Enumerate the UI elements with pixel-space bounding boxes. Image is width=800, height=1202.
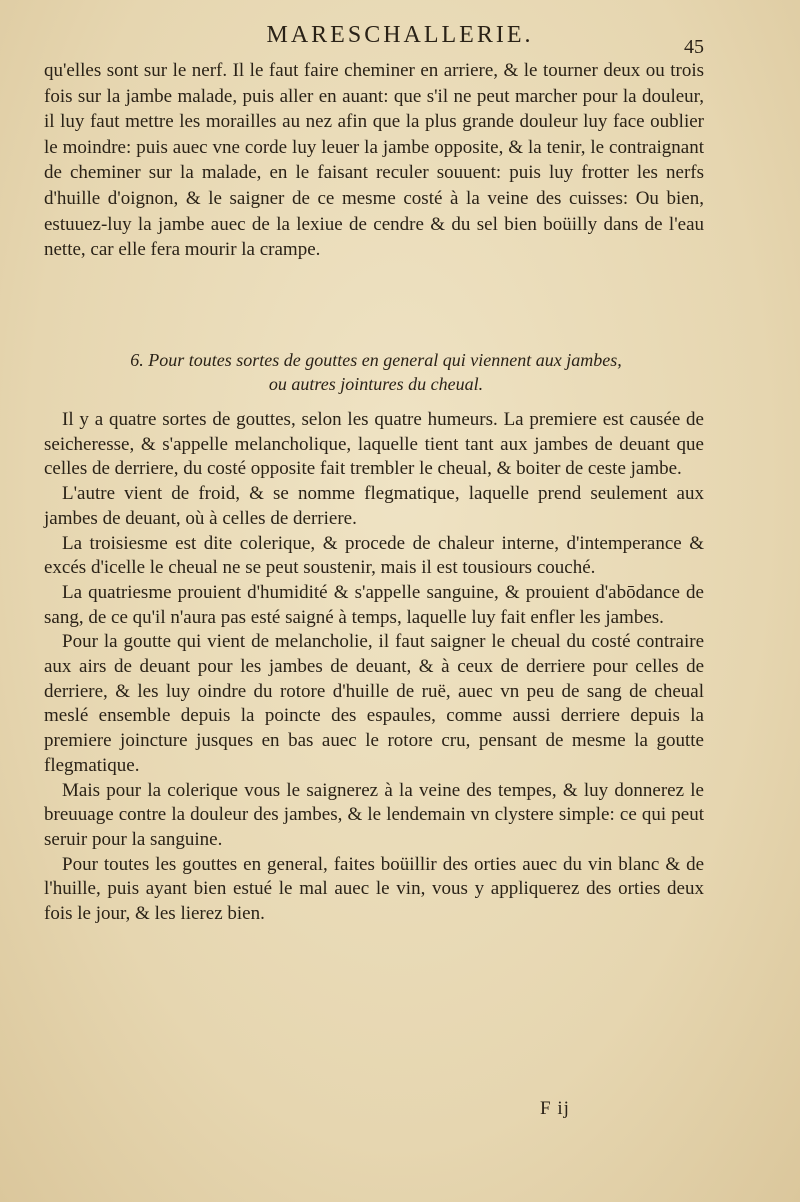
section-heading-line-1: 6. Pour toutes sortes de gouttes en general qui viennent aux jambes,: [130, 350, 622, 370]
signature-mark: F ij: [540, 1098, 570, 1119]
running-head: MARESCHALLERIE.: [266, 22, 534, 48]
section-body: [44, 408, 704, 927]
intro-paragraph: qu'elles sont sur le nerf. Il le faut faire cheminer en arriere, & le tourner deux ou trois fois sur la jambe malade, puis aller en auant: que s'il ne peut marcher pour la douleur, il luy faut mettre les morailles au nez afin que la plus grande douleur luy face oublier le moindre: puis auec vne corde luy leuer la jambe opposite, & la tenir, le contraignant de cheminer sur la malade, en le faisant reculer souuent: puis luy frotter les nerfs d'huille d'oignon, & le saigner de ce mesme costé à la veine des cuisses: Ou bien, estuuez-luy la jambe auec de la lexiue de cendre & du sel bien boüilly dans de l'eau nette, car elle fera mourir la crampe.: [44, 60, 704, 261]
paragraph-5: Pour la goutte qui vient de melancholie, il faut saigner le cheual du costé contraire aux airs de deuant pour les jambes de deuant, & à ceux de derriere pour celles de derriere, & les luy oindre du rotore d'huille de ruë, auec vn peu de sang de cheual meslé ensemble depuis la poincte des espaules, comme aussi derriere depuis la premiere joincture jusques en bas auec le rotore cru, pensant de mesme la goutte flegmatique.: [44, 631, 704, 776]
section-heading: [44, 348, 708, 396]
page-number: 45: [684, 36, 704, 58]
paragraph-3: La troisiesme est dite colerique, & procede de chaleur interne, d'intemperance & excés d'icelle le cheual ne se peut soustenir, mais il est tousiours couché.: [44, 532, 704, 579]
paragraph-1: Il y a quatre sortes de gouttes, selon les quatre humeurs. La premiere est causée de seicheresse, & s'appelle melancholique, laquelle tient tant aux jambes de deuant que celles de derriere, du costé opposite fait trembler le cheual, & boiter de ceste jambe.: [44, 409, 704, 480]
paragraph-7: Pour toutes les gouttes en general, faites boüillir des orties auec du vin blanc & de l'huille, puis ayant bien estué le mal auec le vin, vous y appliquerez des orties deux fois le jour, & les lierez bien.: [44, 853, 704, 925]
paragraph-4: La quatriesme prouient d'humidité & s'appelle sanguine, & prouient d'abōdance de sang, de ce qu'il n'aura pas esté saigné à temps, laquelle luy fait enfler les jambes.: [44, 581, 704, 628]
section-heading-line-2: ou autres jointures du cheual.: [268, 374, 484, 394]
paragraph-6: Mais pour la colerique vous le saignerez à la veine des tempes, & luy donnerez le breuuage contre la douleur des jambes, & le lendemain vn clystere simple: ce qui peut seruir pour la sanguine.: [44, 779, 704, 850]
paragraph-2: L'autre vient de froid, & se nomme flegmatique, laquelle prend seulement aux jambes de deuant, où à celles de derriere.: [44, 483, 704, 529]
